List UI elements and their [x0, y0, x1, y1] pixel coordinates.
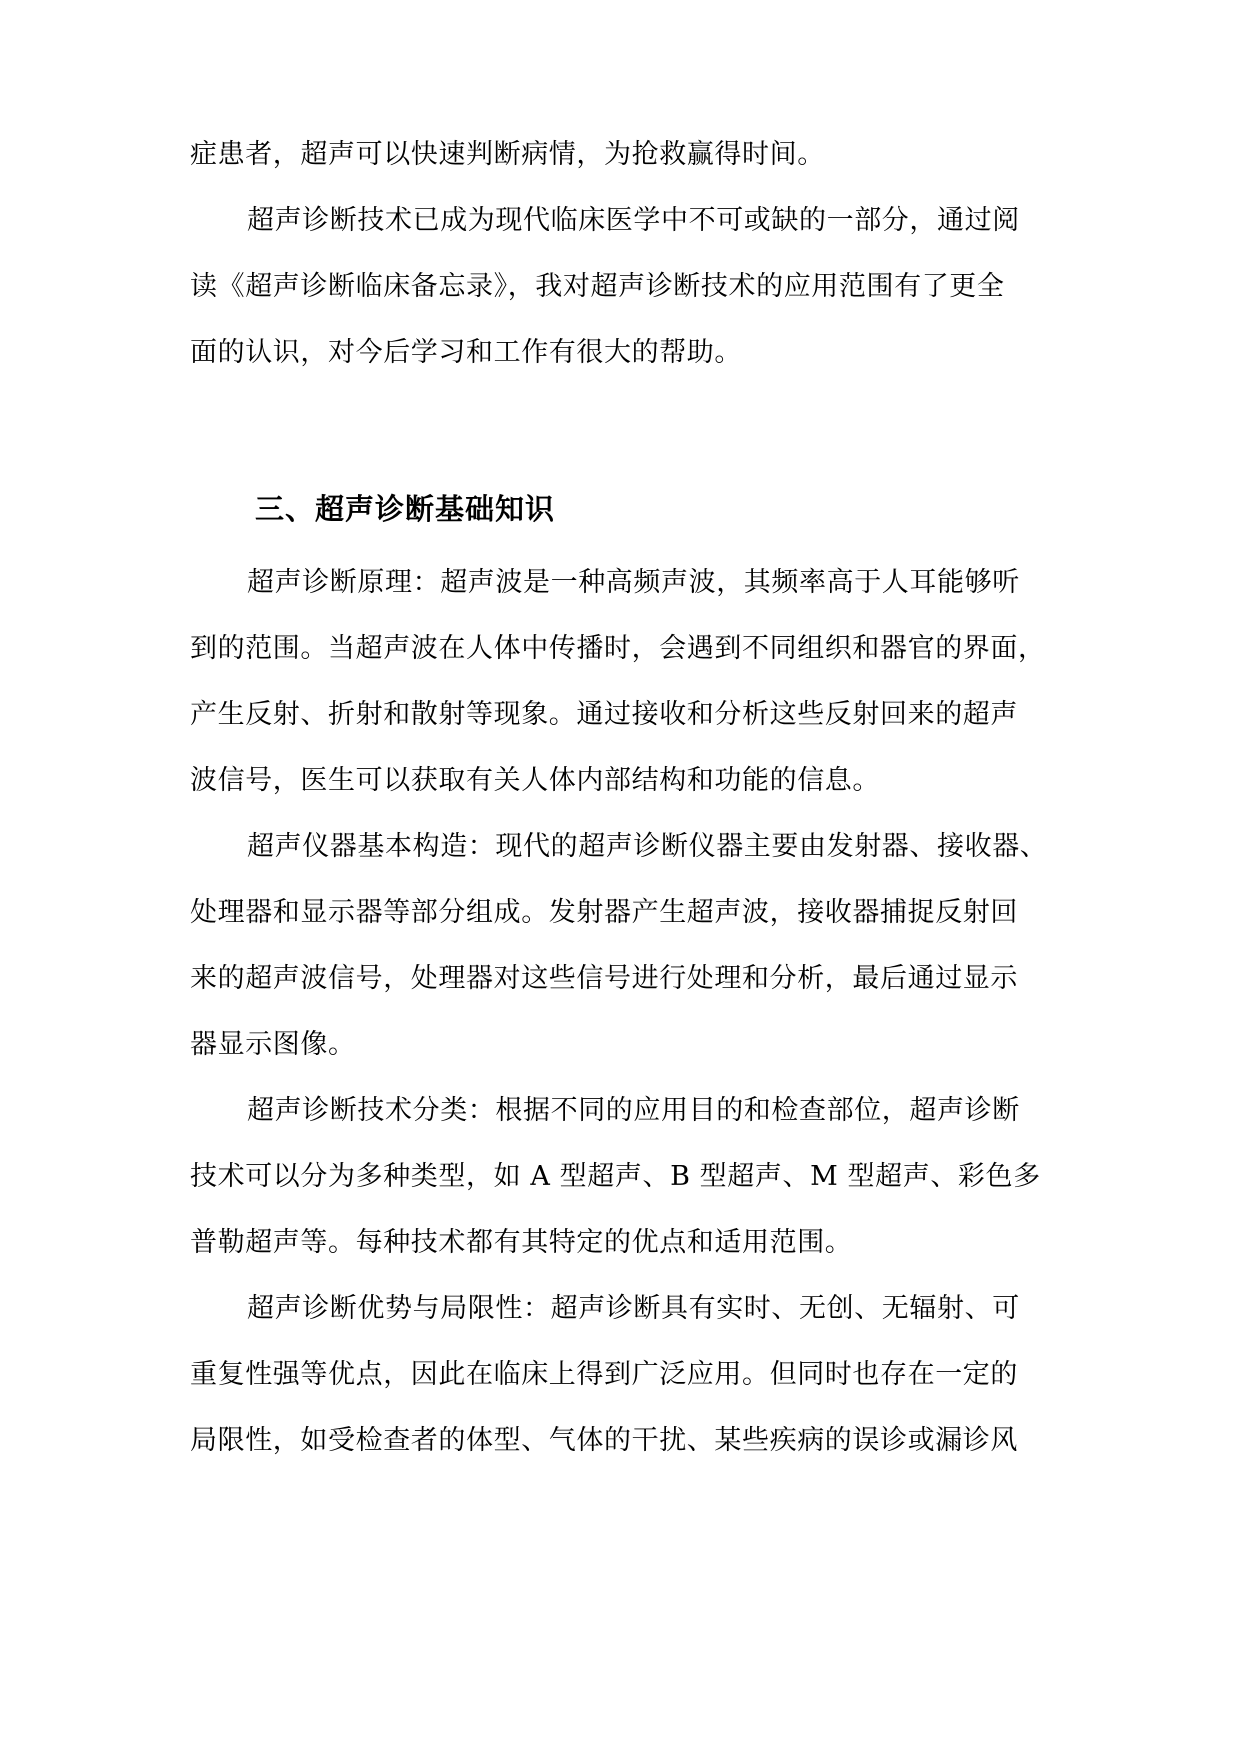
paragraph-line: 来的超声波信号，处理器对这些信号进行处理和分析，最后通过显示: [190, 963, 1018, 994]
paragraph-line: 器显示图像。: [190, 1029, 356, 1060]
paragraph-line: 产生反射、折射和散射等现象。通过接收和分析这些反射回来的超声: [190, 699, 1018, 730]
paragraph-line: 读《超声诊断临床备忘录》，我对超声诊断技术的应用范围有了更全: [190, 271, 1005, 302]
paragraph-line: 超声仪器基本构造：现代的超声诊断仪器主要由发射器、接收器、: [247, 831, 1048, 862]
paragraph-line: 超声诊断技术分类：根据不同的应用目的和检查部位，超声诊断: [247, 1095, 1020, 1126]
paragraph-line: 面的认识，对今后学习和工作有很大的帮助。: [190, 337, 742, 368]
paragraph-line: 症患者，超声可以快速判断病情，为抢救赢得时间。: [190, 139, 825, 170]
paragraph-line: 到的范围。当超声波在人体中传播时，会遇到不同组织和器官的界面，: [190, 633, 1046, 664]
paragraph-line: 超声诊断技术已成为现代临床医学中不可或缺的一部分，通过阅: [247, 205, 1020, 236]
paragraph-line: 超声诊断优势与局限性：超声诊断具有实时、无创、无辐射、可: [247, 1293, 1020, 1324]
section-heading: 三、超声诊断基础知识: [255, 492, 556, 526]
paragraph-line: 重复性强等优点，因此在临床上得到广泛应用。但同时也存在一定的: [190, 1359, 1018, 1390]
paragraph-line: 处理器和显示器等部分组成。发射器产生超声波，接收器捕捉反射回: [190, 897, 1018, 928]
paragraph-line: 超声诊断原理：超声波是一种高频声波，其频率高于人耳能够听: [247, 567, 1020, 598]
paragraph-line: 普勒超声等。每种技术都有其特定的优点和适用范围。: [190, 1227, 853, 1258]
paragraph-line: 局限性，如受检查者的体型、气体的干扰、某些疾病的误诊或漏诊风: [190, 1425, 1018, 1456]
paragraph-line: 波信号，医生可以获取有关人体内部结构和功能的信息。: [190, 765, 880, 796]
paragraph-line: 技术可以分为多种类型，如 A 型超声、B 型超声、M 型超声、彩色多: [190, 1161, 1041, 1192]
